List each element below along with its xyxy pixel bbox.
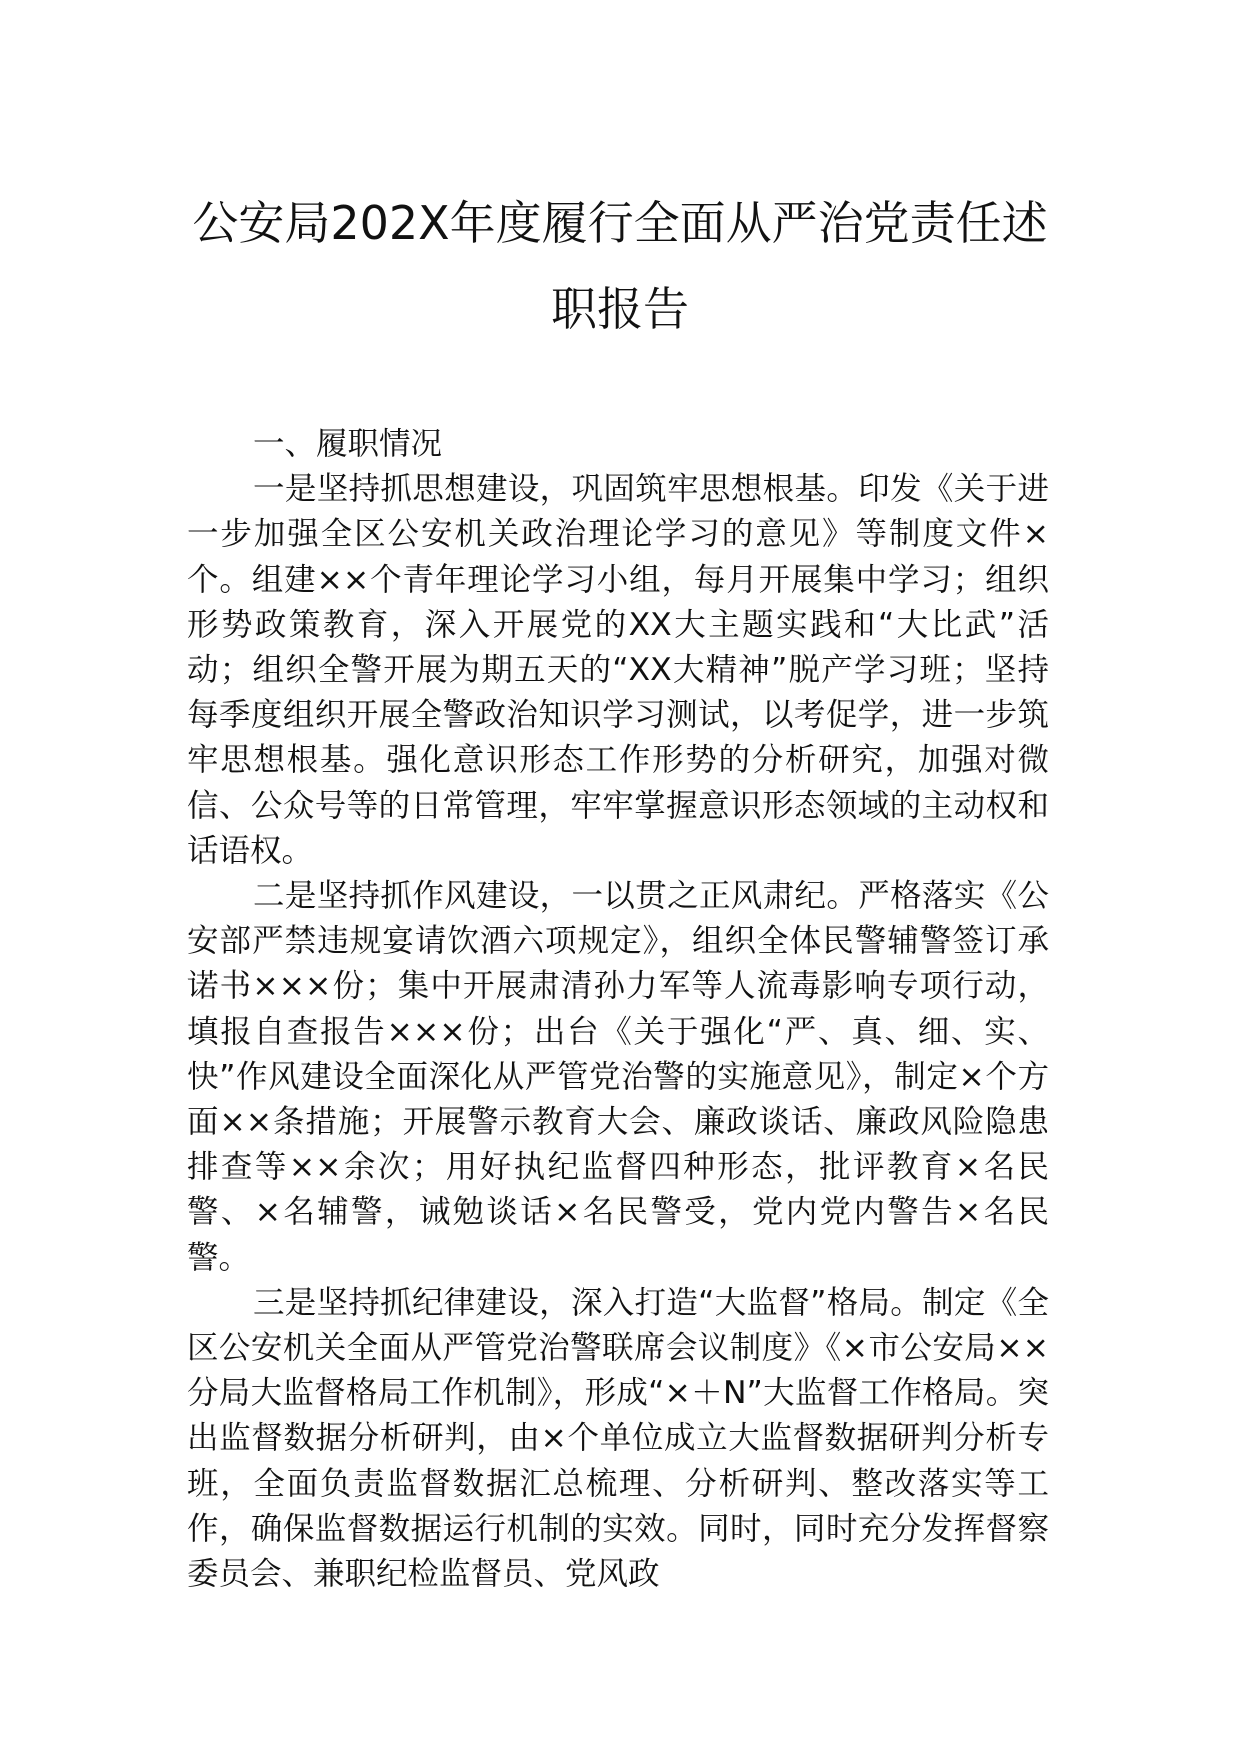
paragraph-ideological-building: 一是坚持抓思想建设，巩固筑牢思想根基。印发《关于进一步加强全区公安机关政治理论学习的意见》等制度文件×个。组建××个青年理论学习小组，每月开展集中学习；组织形势政策教育，深入开展党的XX大主题实践和“大比武”活动；组织全警开展为期五天的“XX大精神”脱产学习班；坚持每季度组织开展全警政治知识学习测试，以考促学，进一步筑牢思想根基。强化意识形态工作形势的分析研究，加强对微信、公众号等的日常管理，牢牢掌握意识形态领域的主动权和话语权。 (187, 471, 1049, 869)
title-line-1: 公安局202X年度履行全面从严治党责任述 (192, 196, 1048, 250)
document-body (187, 422, 1049, 1597)
paragraph-discipline-building: 三是坚持抓纪律建设，深入打造“大监督”格局。制定《全区公安机关全面从严管党治警联席会议制度》《×市公安局××分局大监督格局工作机制》，形成“×＋N”大监督工作格局。突出监督数据分析研判，由×个单位成立大监督数据研判分析专班，全面负责监督数据汇总梳理、分析研判、整改落实等工作，确保监督数据运行机制的实效。同时，同时充分发挥督察委员会、兼职纪检监督员、党风政 (187, 1284, 1049, 1593)
paragraph-work-style-building: 二是坚持抓作风建设，一以贯之正风肃纪。严格落实《公安部严禁违规宴请饮酒六项规定》，组织全体民警辅警签订承诺书×××份；集中开展肃清孙力军等人流毒影响专项行动，填报自查报告×××份；出台《关于强化“严、真、细、实、快”作风建设全面深化从严管党治警的实施意见》，制定×个方面××条措施；开展警示教育大会、廉政谈话、廉政风险隐患排查等××余次；用好执纪监督四种形态，批评教育×名民警、×名辅警，诫勉谈话×名民警受，党内党内警告×名民警。 (187, 878, 1049, 1276)
title-line-2: 职报告 (551, 282, 689, 336)
section-heading-performance: 一、履职情况 (253, 426, 443, 462)
document-title (150, 180, 1090, 352)
